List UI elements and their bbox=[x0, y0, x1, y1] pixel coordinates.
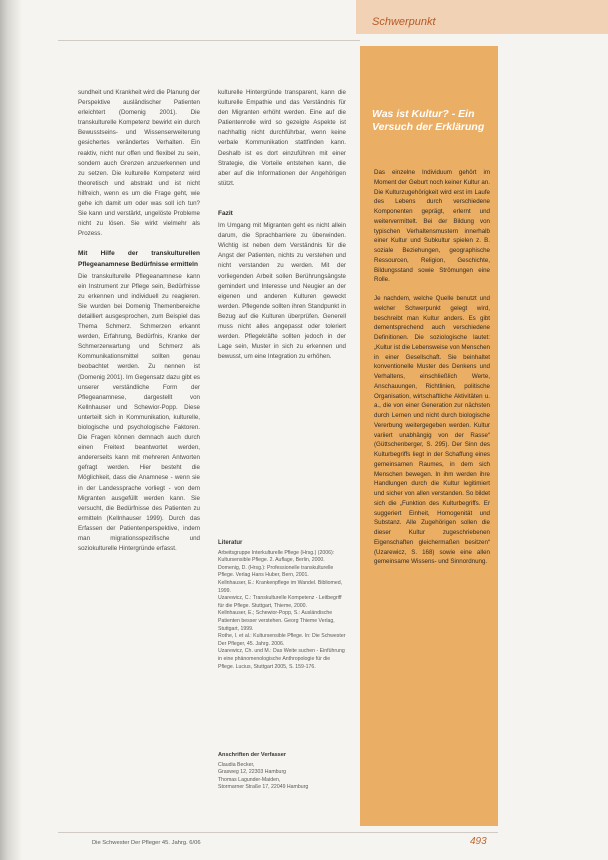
sidebar-paragraph: Das einzelne Individuum gehört im Moment der Geburt noch keiner Kultur an. Die Kulturzugehörigkeit wird erst im Laufe des Lebens durch verschiedene Komponenten geprägt, erlernt und weitervermittelt. Bei der Bildung von typischen Verhaltensmustern innerhalb einer Kultur und Subkultur spielen z. B. soziale Beziehungen, geographische Ressourcen, Religion, Geschichte, Bildungsstand sowie Strömungen eine Rolle. bbox=[374, 169, 490, 284]
section-label: Schwerpunkt bbox=[372, 16, 436, 28]
sidebar-paragraph: Je nachdem, welche Quelle benutzt und welcher Schwerpunkt gelegt wird, beschreibt man Kultur anders. Es gibt dementsprechend auch verschiedene Definitionen. Die soziologische lautet: „Kultur ist die Lebensweise von Menschen in einer Gesellschaft. Sie beinhaltet konventionelle Muster des Denkens und Verhaltens, einschließlich Werte, Anschauungen, Richtlinien, politische Organisation, wirtschaftliche Aktivitäten u. a., die von einer Generation zur nächsten durch Lernen und nicht durch biologische Vererbung weitergegeben werden. Kultur variiert unabhängig von der Rasse“ (Güttschenberger, S. 295). Der Sinn des Kulturbegriffs liegt in der Schaffung eines gemeinsamen Raumes, in dem sich Menschen bewegen. In ihm werden ihre Handlungen durch die Kultur legitimiert und sicher von allen verstanden. So bildet sich die „Funktion des Kulturbegriffs. Er suggeriert Einheit, Homogenität und Substanz. Alle Zugehörigen sollen die dieser Kultur zugeschriebenen Eigenschaften gleichermaßen besitzen“ (Uzarewicz, S. 168) sowie eine allen gemeinsame Wissens- und Sinnordnung. bbox=[374, 295, 490, 566]
text-column-middle bbox=[218, 88, 346, 362]
reference-item: Arbeitsgruppe Interkulturelle Pflege (Hrsg.) (2006): Kultursensible Pflege. 2. Auflage, Berlin, 2000. bbox=[218, 549, 335, 564]
footer-rule bbox=[58, 832, 498, 833]
sidebar-title: Was ist Kultur? - Ein Versuch der Erklärung bbox=[372, 108, 485, 133]
reference-item: Rothe, I. et al.: Kultursensible Pflege. In: Die Schwester Der Pfleger, 45. Jahrg. 2006. bbox=[218, 633, 346, 647]
footer-journal-label: Die Schwester Der Pfleger 45. Jahrg. 6/06 bbox=[92, 840, 201, 846]
reference-item: Kellnhauser, E.; Schewior-Popp, S.: Ausländische Patienten besser verstehen. Georg Thieme Verlag, Stuttgart, 1999. bbox=[218, 610, 335, 632]
references-block bbox=[218, 540, 346, 671]
page-gutter-shadow bbox=[0, 0, 22, 860]
address-line: Claudia Becker, bbox=[218, 761, 255, 768]
address-line: Stormarner Straße 17, 22049 Hamburg bbox=[218, 784, 309, 791]
address-title: Anschriften der Verfasser bbox=[218, 752, 287, 758]
paragraph: kulturelle Hintergründe transparent, kann die kulturelle Empathie und das Verständnis für den Migranten erhöht werden. Eine auf die Patientenrolle wird so gezeigte Aspekte ist nachhaltig nicht durchführbar, wenn keine verbale Kommunikation stattfinden kann. Deshalb ist es dort einzuführen mit einer Strategie, die Vorteile entstehen kann, die aber auf die Informationen der Angehörigen stützt. bbox=[218, 89, 346, 187]
address-line: Grasweg 12, 22303 Hamburg bbox=[218, 769, 287, 776]
reference-item: Uzarewicz, C.: Transkulturelle Kompetenz - Leitbegriff für die Pflege. Stuttgart, Thieme, 2000. bbox=[218, 595, 342, 609]
paragraph: Im Umgang mit Migranten geht es nicht allein darum, die Sprachbarriere zu überwinden. Wichtig ist neben dem Verständnis für die Angst der Patienten, nichts zu verstehen und nicht verstanden zu werden. Mit der vorliegenden Arbeit sollen Berührungsängste gemindert und Interesse und Neugier an der eigenen und anderen Kulturen geweckt werden. Pflegende sollten ihren Standpunkt in Bezug auf die Kulturen überprüfen. Generell muss nicht alles angepasst oder toleriert werden. Pflegekräfte sollten jedoch in der Lage sein, Muster in sich zu erkennen und bewusst, um eine Integration zu erhöhen. bbox=[218, 222, 346, 361]
header-rule bbox=[58, 40, 360, 41]
text-column-left bbox=[78, 88, 200, 554]
paragraph: Die transkulturelle Pflegeanamnese kann ein Instrument zur Pflege sein, Bedürfnisse zu erkennen und individuell zu reagieren. Sie wurden bei Domenig Themenbereiche detailliert ausgesprochen, zum Beispiel das Thema Schmerz. Schmerzen erkannt werden, Erfahrung, Bedürfnis, Kranke der Schmerzerwartung und Schmerz als Kommunikationsmittel sollten genau beobachtet werden. Zu nennen ist (Domenig 2001). Im Gegensatz dazu gibt es unserer verständliche Form der Pflegeanamnese, dargestellt von Kellnhauser und Schewior-Popp. Diese unterteilt sich in Kommunikation, kulturelle, biologische und psychologische Faktoren. Die Fragen können demnach auch durch einen Freitext beantwortet werden, andererseits kann mit mehreren Antworten gefragt werden. Hier besteht die Möglichkeit, dass die Anamnese - wenn sie in der Landessprache vorliegt - von dem Migranten ausgefüllt werden kann. Sie versucht, die Bedürfnisse des Patienten zu ermitteln (Kellnhauser 1999). Durch das Erfassen der Patientenperspektive, indem man migrationsspezifische und soziokulturelle Hintergründe erfasst. bbox=[78, 272, 200, 553]
references-title: Literatur bbox=[218, 540, 243, 546]
sidebar-body bbox=[374, 168, 490, 567]
author-address-block bbox=[218, 752, 346, 792]
address-line: Thomas Lagunder-Maiden, bbox=[218, 776, 281, 783]
reference-item: Kellnhauser, E.: Krankenpflege im Wandel. Bibliomed, 1999. bbox=[218, 579, 343, 594]
reference-item: Uzarewicz, Ch. und M.: Das Weite suchen - Einführung in eine phänomenologische Anthropologie für die Pflege. Lucius, Stuttgart 2005, S. 159-176. bbox=[218, 648, 345, 670]
section-heading: Fazit bbox=[218, 209, 233, 217]
paragraph: sundheit und Krankheit wird die Planung der Perspektive ausländischer Patienten erleichtert (Domenig 2001). Die transkulturelle Kompetenz bewirkt ein durch Bewusstseins- und Wissenserweiterung gesichertes verändertes Verhalten. Ein reaktiv, nicht nur offen und flexibel zu sein, sondern auch Grenzen anzuerkennen und zu setzen. Die kulturelle Kompetenz wird theoretisch und abstrakt und ist nicht hilfreich, wenn es um die Frage geht, wie gehe ich damit um oder was soll ich tun? Sie kann und verstärkt, ungelöste Probleme nicht zu lösen. Sie wirkt vielmehr als Prozess. bbox=[78, 89, 200, 238]
section-heading: Mit Hilfe der transkulturellen Pflegeanamnese Bedürfnisse ermitteln bbox=[78, 250, 200, 268]
page-number: 493 bbox=[470, 836, 487, 847]
reference-item: Domenig, D. (Hrsg.): Professionelle transkulturelle Pflege. Verlag Hans Huber, Bern, 2001. bbox=[218, 564, 334, 579]
